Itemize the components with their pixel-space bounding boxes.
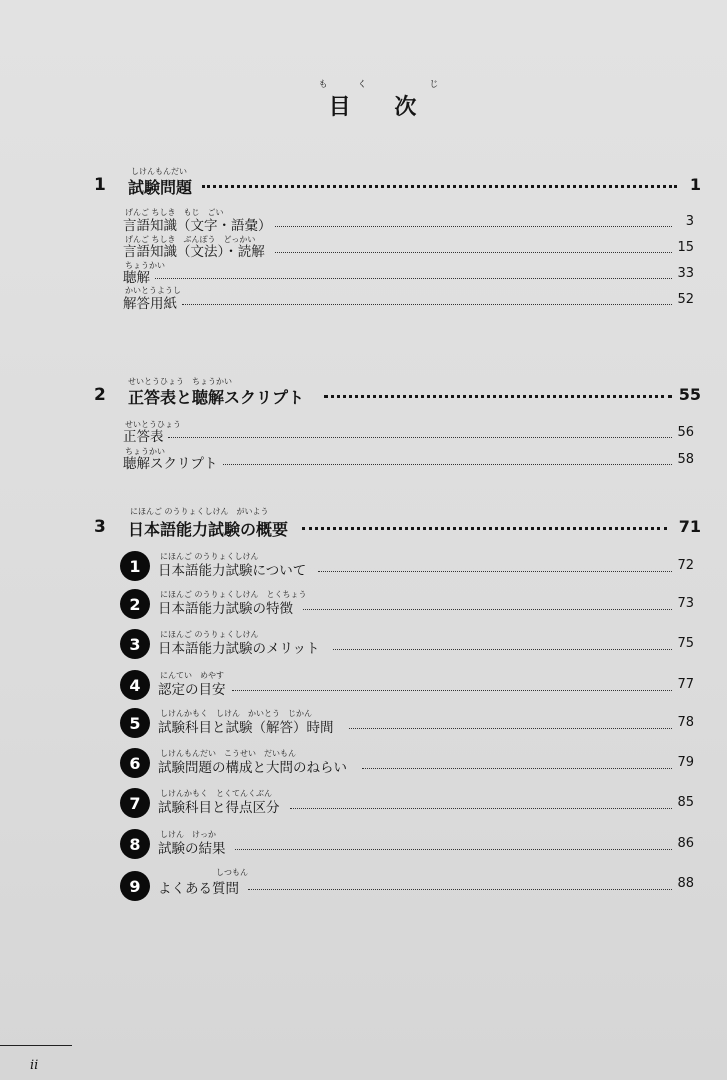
item-3-1-leader [318,571,672,572]
item-3-4-leader [232,690,672,691]
item-2-1-title: 正答表 [123,429,164,445]
item-3-5-ruby: しけんかもく しけん かいとう じかん [160,709,312,718]
item-3-2-number-badge: 2 [120,589,150,619]
item-1-3-page[interactable]: 33 [677,266,694,281]
item-3-4-ruby: にんてい めやす [160,671,224,680]
item-3-9-title: よくある質問 [158,881,239,897]
item-2-1-ruby: せいとうひょう [125,420,181,429]
item-3-5-leader [349,728,672,729]
item-1-2-leader [275,252,672,253]
item-3-4-title: 認定の目安 [158,682,226,698]
section-1-title: 試験問題 [128,178,193,197]
item-3-8-page[interactable]: 86 [677,836,694,851]
item-2-2-ruby: ちょうかい [125,447,165,456]
item-3-7-number-badge: 7 [120,788,150,818]
section-1-page[interactable]: 1 [689,175,701,194]
item-2-1-leader [168,437,672,438]
item-1-4-page[interactable]: 52 [677,292,694,307]
item-3-3-ruby: にほんご のうりょくしけん [160,630,259,639]
item-3-9-page[interactable]: 88 [677,876,694,891]
item-3-9-leader [248,889,672,890]
item-3-7-title: 試験科目と得点区分 [158,800,280,816]
item-3-1-page[interactable]: 72 [677,558,694,573]
item-3-1-ruby: にほんご のうりょくしけん [160,552,259,561]
item-2-2-leader [223,464,672,465]
section-1-number: 1 [94,175,106,195]
item-3-8-number-badge: 8 [120,829,150,859]
item-1-4-ruby: かいとうようし [125,286,181,295]
item-3-9-ruby: しつもん [216,868,248,877]
item-1-2-title: 言語知識（文法）・読解 [123,244,265,260]
item-3-2-ruby: にほんご のうりょくしけん とくちょう [160,590,307,599]
item-1-3-ruby: ちょうかい [125,261,165,270]
item-3-4-number-badge: 4 [120,670,150,700]
item-2-1-page[interactable]: 56 [677,425,694,440]
section-2-ruby: せいとうひょう ちょうかい [128,377,232,386]
item-3-9-number-badge: 9 [120,871,150,901]
item-1-1-page[interactable]: 3 [685,214,694,229]
section-3-title: 日本語能力試験の概要 [128,520,289,539]
section-2-page[interactable]: 55 [678,385,701,404]
item-3-8-ruby: しけん けっか [160,830,216,839]
item-3-5-number-badge: 5 [120,708,150,738]
item-1-3-leader [155,278,672,279]
section-3-ruby: にほんご のうりょくしけん がいよう [130,507,269,516]
item-3-5-title: 試験科目と試験（解答）時間 [158,720,334,736]
item-3-6-title: 試験問題の構成と大問のねらい [158,760,347,776]
item-3-4-page[interactable]: 77 [677,677,694,692]
title-ruby: もく じ [318,80,469,90]
section-2-title: 正答表と聴解スクリプト [128,388,305,407]
item-3-1-number-badge: 1 [120,551,150,581]
footer-rule [0,1045,72,1046]
item-3-2-title: 日本語能力試験の特徴 [158,601,293,617]
item-3-5-page[interactable]: 78 [677,715,694,730]
item-3-3-title: 日本語能力試験のメリット [158,641,320,657]
section-3-leader [302,527,667,530]
section-2-leader [324,395,672,398]
item-3-2-leader [303,609,672,610]
footer-page-number: ii [30,1058,39,1073]
item-1-3-title: 聴解 [123,270,150,286]
item-3-7-ruby: しけんかもく とくてんくぶん [160,789,272,798]
item-3-6-ruby: しけんもんだい こうせい だいもん [160,749,296,758]
item-2-2-title: 聴解スクリプト [123,456,218,472]
item-2-2-page[interactable]: 58 [677,452,694,467]
item-3-8-leader [235,849,672,850]
item-3-6-leader [362,768,672,769]
item-1-1-ruby: げんご ちしき もじ ごい [125,208,224,217]
section-3-number: 3 [94,517,106,537]
section-1-leader [202,185,677,188]
item-1-4-leader [182,304,672,305]
item-3-3-number-badge: 3 [120,629,150,659]
item-3-6-number-badge: 6 [120,748,150,778]
item-1-1-title: 言語知識（文字・語彙） [123,218,272,234]
item-3-8-title: 試験の結果 [158,841,226,857]
item-3-3-leader [333,649,672,650]
section-2-number: 2 [94,385,106,405]
item-1-2-ruby: げんご ちしき ぶんぽう どっかい [125,235,256,244]
item-1-1-leader [275,226,672,227]
item-3-7-leader [290,808,672,809]
item-3-2-page[interactable]: 73 [677,596,694,611]
section-1-ruby: しけんもんだい [131,167,187,176]
item-3-1-title: 日本語能力試験について [158,563,307,579]
item-3-7-page[interactable]: 85 [677,795,694,810]
page-title: 目 次 [328,95,435,120]
item-3-6-page[interactable]: 79 [677,755,694,770]
item-1-2-page[interactable]: 15 [677,240,694,255]
item-3-3-page[interactable]: 75 [677,636,694,651]
item-1-4-title: 解答用紙 [123,296,177,312]
section-3-page[interactable]: 71 [678,517,701,536]
